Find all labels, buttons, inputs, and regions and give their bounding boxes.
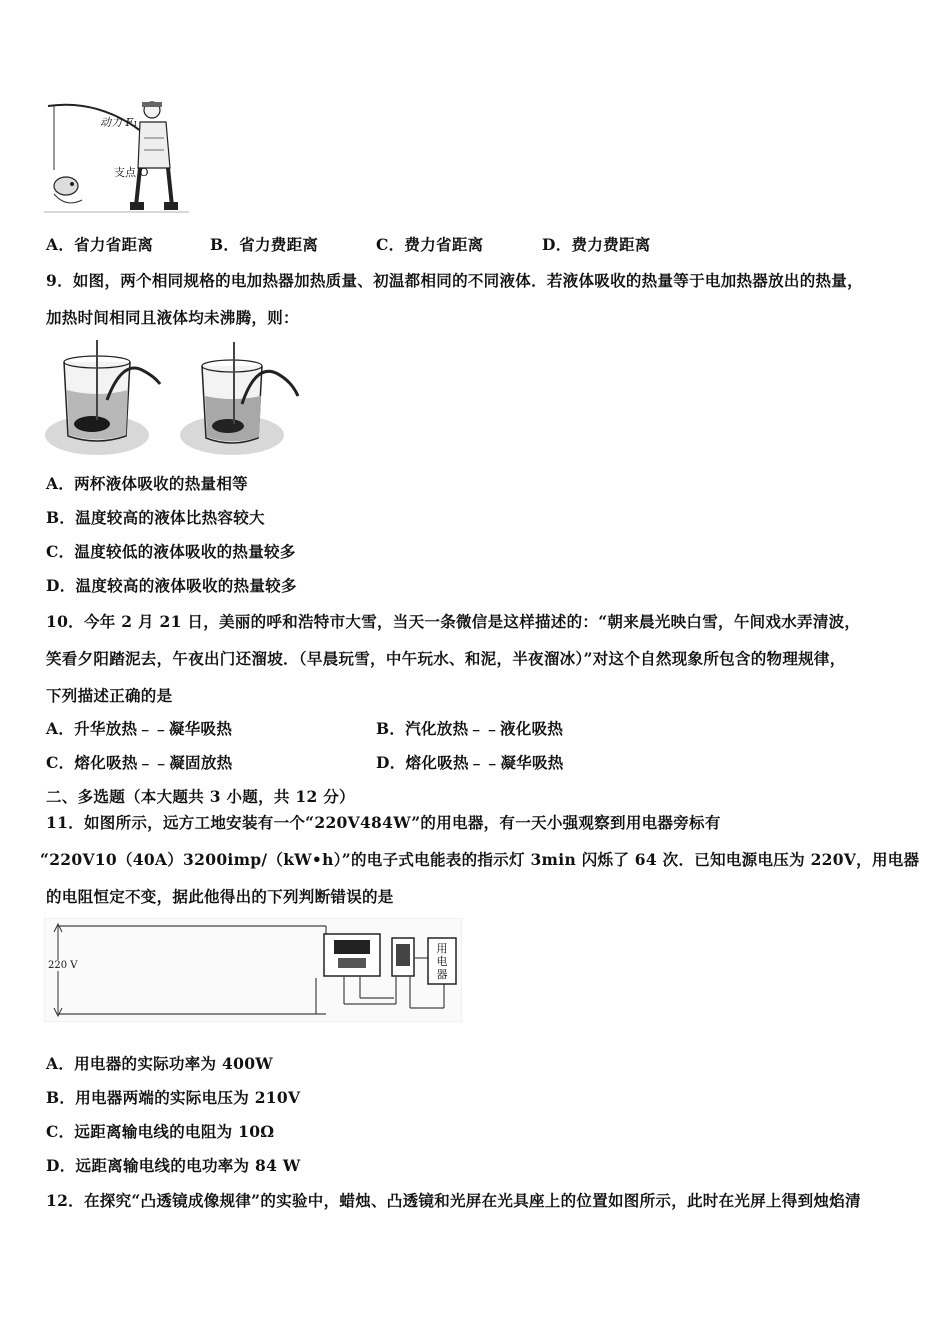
q9-option-d: D．温度较高的液体吸收的热量较多 <box>46 576 297 595</box>
q11-option-c: C．远距离输电线的电阻为 10Ω <box>46 1122 275 1141</box>
q11-option-b: B．用电器两端的实际电压为 210V <box>46 1088 301 1107</box>
q10-option-b: B．汽化放热﹣﹣液化吸热 <box>376 719 564 738</box>
q10-stem-line1: 10．今年 2 月 21 日，美丽的呼和浩特市大雪，当天一条微信是这样描述的：“朝来晨光映白雪，午间戏水弄清波， <box>46 612 861 631</box>
beakers-figure <box>42 340 312 460</box>
section-heading: 二、多选题（本大题共 3 小题，共 12 分） <box>46 787 355 806</box>
q10-option-c: C．熔化吸热﹣﹣凝固放热 <box>46 753 233 772</box>
beakers-drawing <box>42 340 312 460</box>
q10-stem-line2: 笑看夕阳踏泥去，午夜出门还溜坡．（早晨玩雪，中午玩水、和泥，半夜溜冰）”对这个自然现象所包含的物理规律， <box>46 649 846 668</box>
circuit-figure <box>44 918 462 1022</box>
q10-option-d: D．熔化吸热﹣﹣凝华吸热 <box>376 753 564 772</box>
q9-option-a: A．两杯液体吸收的热量相等 <box>46 474 248 493</box>
q8-option-c: C．费力省距离 <box>376 235 484 254</box>
q9-option-c: C．温度较低的液体吸收的热量较多 <box>46 542 296 561</box>
q9-stem-line1: 9．如图，两个相同规格的电加热器加热质量、初温都相同的不同液体．若液体吸收的热量等于电加热器放出的热量， <box>46 271 863 290</box>
q10-stem-line3: 下列描述正确的是 <box>46 686 173 705</box>
q11-option-d: D．远距离输电线的电功率为 84 W <box>46 1156 301 1175</box>
fishing-lever-figure <box>44 98 189 216</box>
circuit-drawing <box>44 918 462 1022</box>
q11-option-a: A．用电器的实际功率为 400W <box>46 1054 273 1073</box>
q11-stem-line3: 的电阻恒定不变，据此他得出的下列判断错误的是 <box>46 887 394 906</box>
q8-option-b: B．省力费距离 <box>210 235 319 254</box>
voltage-label: 220 V <box>48 960 78 971</box>
q9-option-b: B．温度较高的液体比热容较大 <box>46 508 265 527</box>
q11-stem-line1: 11．如图所示，远方工地安装有一个“220V484W”的用电器，有一天小强观察到用电器旁标有 <box>46 813 721 832</box>
device-label: 用电器 <box>436 942 448 981</box>
q12-stem-line1: 12．在探究“凸透镜成像规律”的实验中，蜡烛、凸透镜和光屏在光具座上的位置如图所示，此时在光屏上得到烛焰清 <box>46 1191 861 1210</box>
q11-stem-line2: “220V10（40A）3200imp/（kW•h）”的电子式电能表的指示灯 3min 闪烁了 64 次．已知电源电压为 220V，用电器 <box>40 850 920 869</box>
force-label: 动力 F₁ <box>100 116 138 129</box>
pivot-label: 支点 O <box>114 166 149 179</box>
q8-option-d: D．费力费距离 <box>542 235 651 254</box>
q9-stem-line2: 加热时间相同且液体均未沸腾，则： <box>46 308 299 327</box>
q8-option-a: A．省力省距离 <box>46 235 154 254</box>
q10-option-a: A．升华放热﹣﹣凝华吸热 <box>46 719 233 738</box>
